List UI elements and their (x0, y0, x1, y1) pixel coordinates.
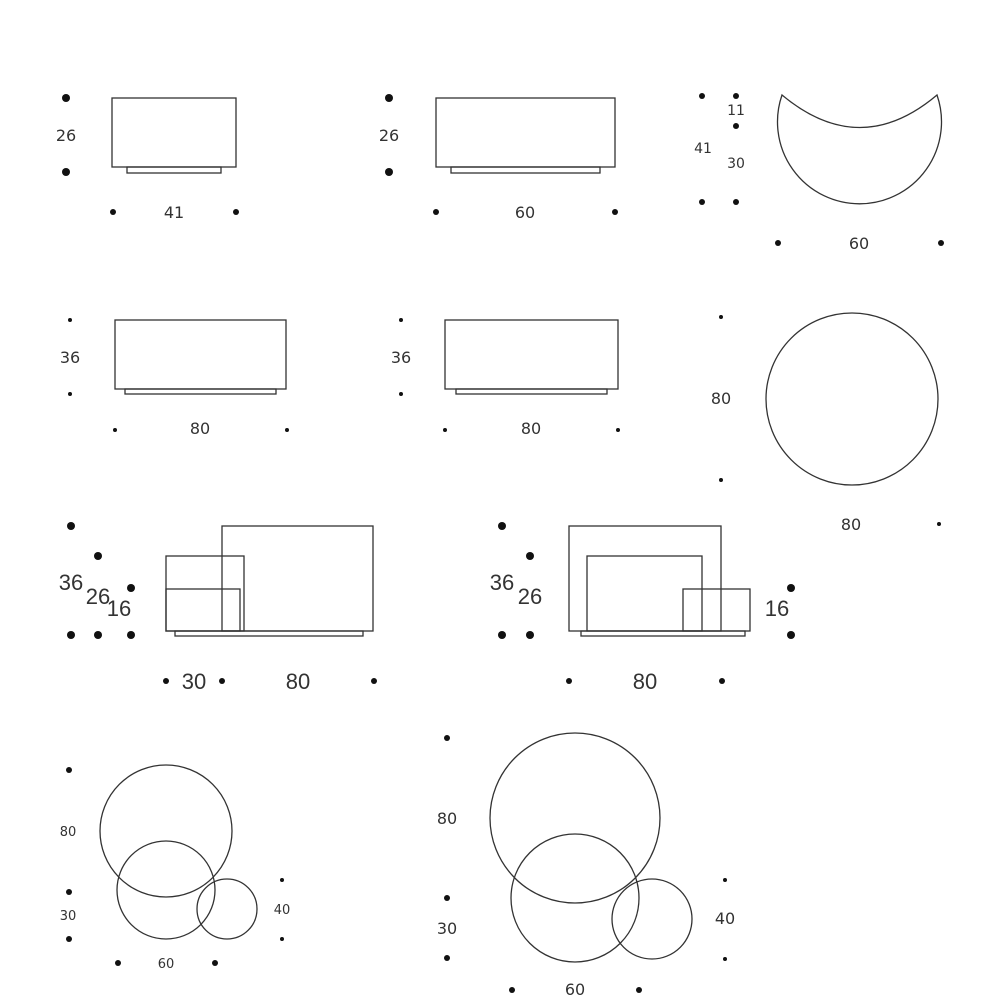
dim-marker (127, 584, 135, 592)
dim-marker (66, 889, 72, 895)
dim-marker (616, 428, 620, 432)
dim-marker (733, 123, 739, 129)
nesting-tables-plan-small (60, 765, 291, 972)
table-60-elevation (379, 94, 618, 222)
dim-marker (163, 678, 169, 684)
depth-label-40: 40 (714, 909, 736, 928)
depth-label-40: 40 (273, 903, 291, 918)
dim-marker (285, 428, 289, 432)
dim-marker (719, 315, 723, 319)
dim-marker (787, 631, 795, 639)
dim-marker (219, 678, 225, 684)
dim-marker (399, 318, 403, 322)
dim-marker (280, 878, 284, 882)
height-label-26: 26 (517, 584, 543, 609)
dim-marker (68, 318, 72, 322)
small-table (166, 589, 240, 631)
small-round-top (197, 879, 257, 939)
table-base (451, 167, 600, 173)
dim-marker (371, 678, 377, 684)
dim-marker (723, 878, 727, 882)
dim-marker (526, 552, 534, 560)
height-label: 26 (378, 126, 400, 145)
total-depth-label: 41 (694, 141, 712, 157)
dim-marker (280, 937, 284, 941)
height-label: 80 (710, 389, 732, 408)
dim-marker (775, 240, 781, 246)
dim-marker (127, 631, 135, 639)
width-label-80: 80 (632, 669, 658, 694)
dim-marker (937, 522, 941, 526)
height-label: 36 (59, 348, 81, 367)
dim-marker (62, 168, 70, 176)
middle-table (166, 556, 244, 631)
dim-marker (699, 93, 705, 99)
top-depth-label: 11 (727, 103, 745, 119)
dim-marker (433, 209, 439, 215)
table-base (127, 167, 221, 173)
width-label: 80 (840, 515, 862, 534)
dim-marker (699, 199, 705, 205)
height-label: 26 (55, 126, 77, 145)
dim-marker (723, 957, 727, 961)
small-round-top (612, 879, 692, 959)
height-label-26: 26 (85, 584, 111, 609)
small-table (683, 589, 750, 631)
table-body (112, 98, 236, 167)
table-body (115, 320, 286, 389)
height-label-16: 16 (764, 596, 790, 621)
table-41-elevation (56, 94, 239, 222)
dim-marker (67, 631, 75, 639)
dim-marker (636, 987, 642, 993)
dim-marker (385, 94, 393, 102)
dim-marker (115, 960, 121, 966)
crescent-shape (777, 95, 941, 204)
table-base (125, 389, 276, 394)
table-body (445, 320, 618, 389)
dim-marker (444, 895, 450, 901)
width-label: 60 (848, 234, 870, 253)
dim-marker (94, 631, 102, 639)
dim-marker (733, 93, 739, 99)
depth-label-30: 30 (59, 909, 77, 924)
width-label: 60 (514, 203, 536, 222)
depth-label-80: 80 (59, 825, 77, 840)
table-base (581, 631, 745, 636)
nesting-tables-plan-large (437, 733, 735, 999)
width-label-60: 60 (564, 980, 586, 999)
dim-marker (113, 428, 117, 432)
dim-marker (68, 392, 72, 396)
dim-marker (385, 168, 393, 176)
dim-marker (733, 199, 739, 205)
dim-marker (612, 209, 618, 215)
large-round-top (490, 733, 660, 903)
table-base (175, 631, 363, 636)
table-body (436, 98, 615, 167)
middle-table (587, 556, 702, 631)
dim-marker (66, 936, 72, 942)
dim-marker (719, 678, 725, 684)
table-80-elevation-b (391, 318, 620, 438)
table-80-elevation-a (60, 318, 289, 438)
medium-round-top (511, 834, 639, 962)
dim-marker (938, 240, 944, 246)
width-label-30: 30 (181, 669, 207, 694)
dim-marker (498, 522, 506, 530)
dim-marker (787, 584, 795, 592)
crescent-plan (694, 93, 944, 253)
depth-label-80: 80 (436, 809, 458, 828)
dim-marker (719, 478, 723, 482)
dim-marker (566, 678, 572, 684)
height-label: 36 (390, 348, 412, 367)
dim-marker (67, 522, 75, 530)
dim-marker (498, 631, 506, 639)
table-base (456, 389, 607, 394)
width-label: 41 (163, 203, 185, 222)
round-top (766, 313, 938, 485)
dim-marker (233, 209, 239, 215)
dim-marker (444, 735, 450, 741)
dim-marker (444, 955, 450, 961)
large-table (569, 526, 721, 631)
dim-marker (526, 631, 534, 639)
dim-marker (94, 552, 102, 560)
width-label-60: 60 (157, 957, 175, 972)
height-label-36: 36 (58, 570, 84, 595)
dim-marker (62, 94, 70, 102)
width-label: 80 (189, 419, 211, 438)
height-label-36: 36 (489, 570, 515, 595)
large-round-top (100, 765, 232, 897)
depth-label: 30 (727, 156, 745, 172)
round-80-plan (711, 313, 941, 534)
dim-marker (212, 960, 218, 966)
nesting-tables-left-elevation (59, 522, 377, 694)
dim-marker (399, 392, 403, 396)
medium-round-top (117, 841, 215, 939)
height-label-16: 16 (106, 596, 132, 621)
dim-marker (443, 428, 447, 432)
nesting-tables-right-elevation (490, 522, 795, 694)
dim-marker (110, 209, 116, 215)
width-label: 80 (520, 419, 542, 438)
depth-label-30: 30 (436, 919, 458, 938)
dim-marker (509, 987, 515, 993)
dim-marker (66, 767, 72, 773)
width-label-80: 80 (285, 669, 311, 694)
